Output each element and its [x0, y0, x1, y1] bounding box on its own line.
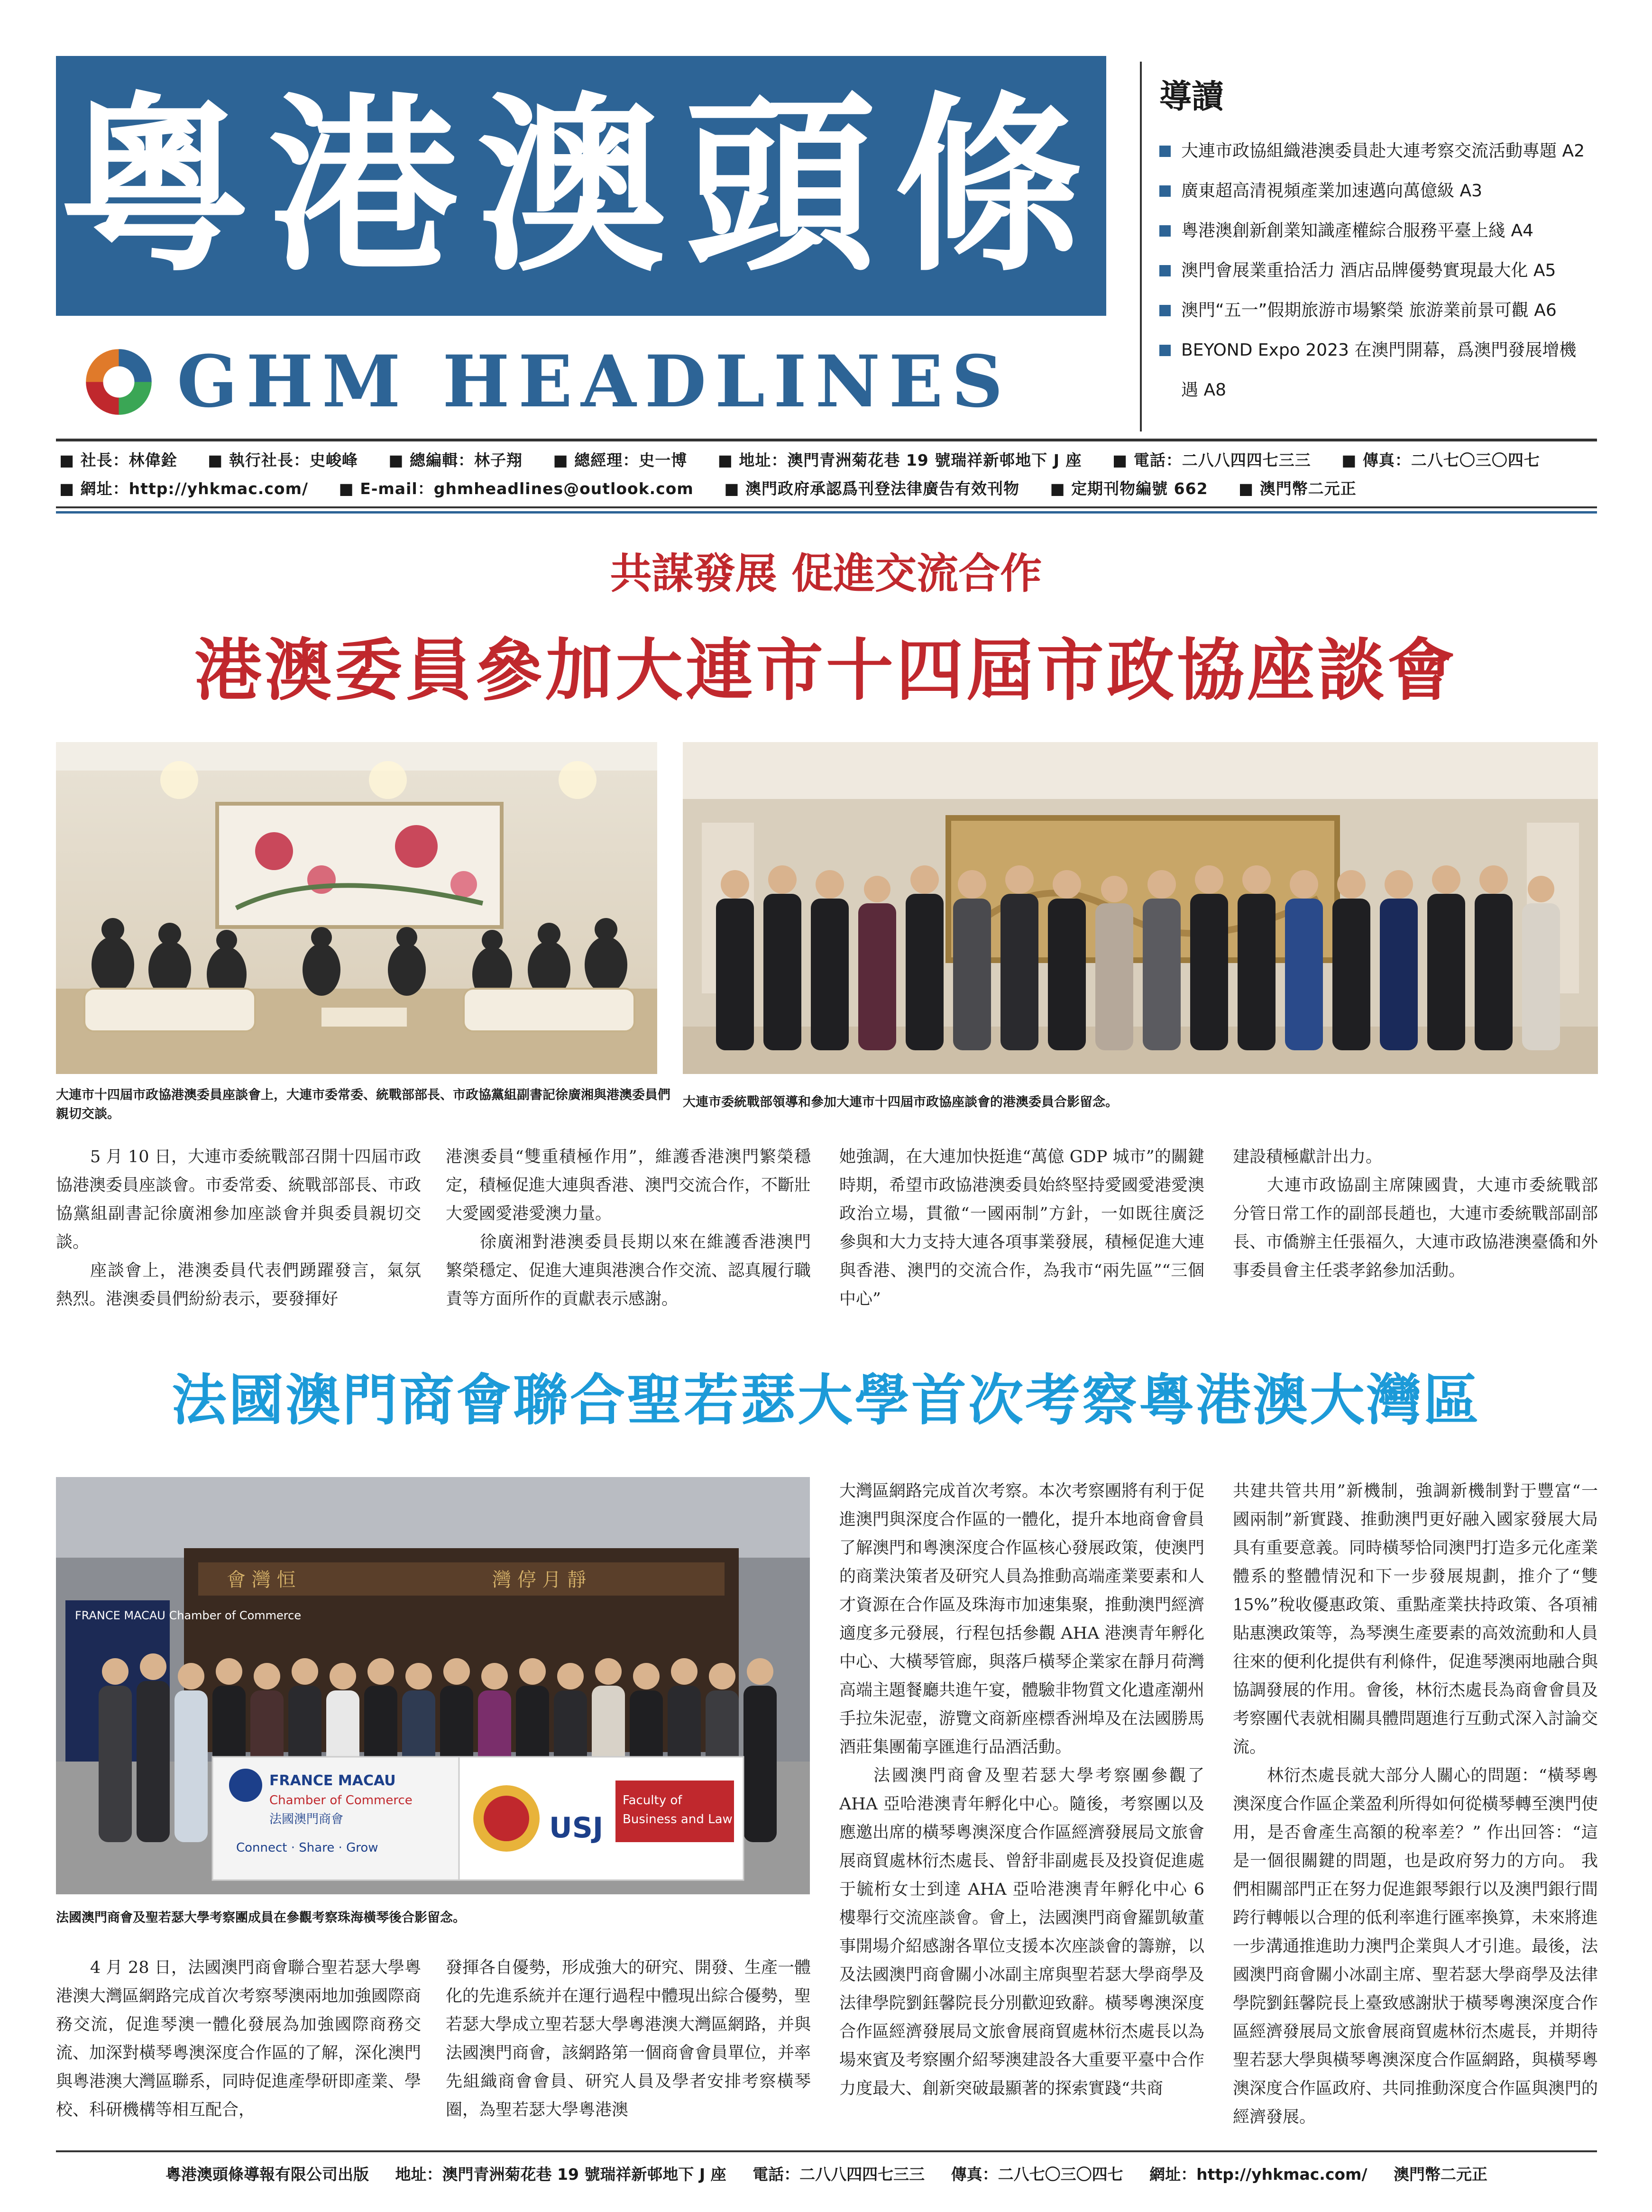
story2-photo-caption: 法國澳門商會及聖若瑟大學考察團成員在參觀考察珠海橫琴後合影留念。	[56, 1910, 466, 1925]
info-editor-in-chief: ■ 總編輯：林子翔	[388, 451, 523, 469]
square-bullet-icon	[1159, 225, 1171, 237]
story2-column-2	[446, 1954, 811, 2143]
square-bullet-icon	[1159, 265, 1171, 276]
toc-item[interactable]	[1159, 171, 1615, 211]
footer	[56, 2162, 1597, 2184]
paragraph: 法國澳門商會及聖若瑟大學考察團參觀了 AHA 亞哈港澳青年孵化中心。隨後，考察團以及應邀出席的橫琴粵澳深度合作區經濟發展局文旅會展商貿處林衍杰處長、曾舒非副處長及投資促進處于毓桁女士到達 AHA 亞哈港澳青年孵化中心 6 樓舉行交流座談會。會上，法國澳門商會羅凱敏董事開場介紹感謝各單位支援本次座談會的籌辦，以及法國澳門商會關小冰副主席與聖若瑟大學商學及法律學院劉鈺馨院長分別歡迎致辭。橫琴粵澳深度合作區經濟發展局文旅會展商貿處林衍杰處長以為場來賓及考察團介紹琴澳建設各大重要平臺中合作力度最大、創新突破最顯著的探索實踐“共商	[839, 1766, 1204, 2098]
sign-france-macau: FRANCE MACAU Chamber of Commerce	[75, 1609, 302, 1622]
story1-kicker: 共謀發展 促進交流合作	[610, 549, 1042, 598]
toc-item-text: BEYOND Expo 2023 在澳門開幕，爲澳門發展增機遇	[1181, 340, 1577, 400]
toc-item-page: A4	[1511, 221, 1533, 240]
footer-phone: 電話：二八八四四七三三	[753, 2165, 925, 2184]
info-fax: ■ 傳真：二八七〇三〇四七	[1341, 451, 1540, 469]
footer-price: 澳門幣二元正	[1394, 2165, 1487, 2184]
info-email[interactable]: ■ E-mail：ghmheadlines@outlook.com	[339, 479, 694, 498]
story1-column-3	[839, 1143, 1204, 1342]
toc-item[interactable]	[1159, 330, 1615, 410]
story2-column-3	[839, 1477, 1204, 2141]
info-line-2	[59, 477, 1381, 499]
info-general-manager: ■ 總經理：史一博	[553, 451, 688, 469]
info-exec-publisher: ■ 執行社長：史峻峰	[208, 451, 358, 469]
square-bullet-icon	[1159, 305, 1171, 316]
story2-photo-delegation	[56, 1477, 810, 1894]
paragraph: 座談會上，港澳委員代表們踴躍發言，氣氛熱烈。港澳委員們紛紛表示，要發揮好	[56, 1261, 421, 1309]
meeting-room-image	[56, 742, 657, 1074]
info-line-1	[59, 448, 1565, 470]
footer-publisher: 粵港澳頭條導報有限公司出版	[165, 2165, 369, 2184]
banner-tagline: Connect · Share · Grow	[236, 1841, 378, 1855]
banner-usj: USJ	[549, 1811, 604, 1845]
toc-item-text: 澳門會展業重拾活力 酒店品牌優勢實現最大化	[1181, 261, 1528, 280]
masthead-en	[80, 332, 1113, 431]
toc-item-page: A6	[1534, 301, 1557, 320]
footer-fax: 傳真：二八七〇三〇四七	[951, 2165, 1123, 2184]
group-photo-image	[683, 742, 1598, 1074]
toc-item[interactable]	[1159, 131, 1615, 171]
toc-item[interactable]	[1159, 251, 1615, 291]
toc-item-page: A5	[1533, 261, 1556, 280]
story1-column-4	[1233, 1143, 1598, 1342]
story1-column-2	[446, 1143, 811, 1342]
info-address: ■ 地址：澳門青洲菊花巷 19 號瑞祥新邨地下 J 座	[717, 451, 1082, 469]
svg-text:Faculty of: Faculty of	[623, 1793, 682, 1808]
toc-item[interactable]	[1159, 211, 1615, 251]
toc-item-text: 粵港澳創新創業知識產權綜合服務平臺上綫	[1181, 221, 1506, 240]
info-publisher: ■ 社長：林偉銓	[59, 451, 177, 469]
svg-text:Business and Law: Business and Law	[623, 1812, 733, 1827]
delegation-photo-image	[56, 1477, 810, 1894]
info-registration: ■ 定期刊物編號 662	[1050, 479, 1208, 498]
paragraph: 共建共管共用”新機制，強調新機制對于豐富“一國兩制”新實踐、推動澳門更好融入國家發展大局具有重要意義。同時橫琴恰同澳門打造多元化產業體系的整體情況和下一步發展規劃，推介了“雙 15%”稅收優惠政策、重點產業扶持政策、各項補貼惠澳政策等，為琴澳生產要素的高效流動和人員往來的便利化提供有利條件，促進琴澳兩地融合與協調發展的作用。會後，林衍杰處長為商會會員及考察團代表就相關具體問題進行互動式深入討論交流。	[1233, 1482, 1598, 1757]
info-website[interactable]: ■ 網址：http://yhkmac.com/	[59, 479, 309, 498]
toc-item[interactable]	[1159, 291, 1615, 330]
story1-photo2-caption: 大連市委統戰部領導和參加大連市十四屆市政協座談會的港澳委員合影留念。	[683, 1095, 1118, 1110]
footer-rule	[56, 2150, 1597, 2152]
toc-item-page: A2	[1562, 141, 1585, 161]
paragraph: 大連市政協副主席陳國貴，大連市委統戰部分管日常工作的副部長趙也，大連市委統戰部副部長、市僑辦主任張福久，大連市政協港澳臺僑和外事委員會主任裘孝銘參加活動。	[1233, 1176, 1598, 1280]
masthead-title-en: GHM HEADLINES	[177, 340, 1012, 423]
story2-column-4	[1233, 1477, 1598, 2141]
info-legal-notice: ■ 澳門政府承認爲刊登法律廣告有效刊物	[724, 479, 1019, 498]
footer-address: 地址：澳門青洲菊花巷 19 號瑞祥新邨地下 J 座	[395, 2165, 726, 2184]
toc-divider	[1140, 62, 1142, 431]
toc-heading: 導讀	[1159, 78, 1224, 116]
svg-text:Chamber of Commerce: Chamber of Commerce	[269, 1793, 413, 1808]
story2-column-1	[56, 1954, 421, 2143]
table-of-contents	[1159, 71, 1615, 410]
paragraph: 徐廣湘對港澳委員長期以來在維護香港澳門繁榮穩定、促進大連與港澳合作交流、認真履行職責等方面所作的貢獻表示感謝。	[446, 1233, 811, 1309]
paragraph: 發揮各自優勢，形成強大的研究、開發、生產一體化的先進系統并在運行過程中體現出綜合優勢，聖若瑟大學成立聖若瑟大學粵港澳大灣區網路，并與法國澳門商會，該網路第一個商會會員單位，并率先組織商會會員、研究人員及學者安排考察橫琴圈，為聖若瑟大學粵港澳	[446, 1958, 811, 2120]
paragraph: 5 月 10 日，大連市委統戰部召開十四屆市政協港澳委員座談會。市委常委、統戰部部長、市政協黨組副書記徐廣湘參加座談會并與委員親切交談。	[56, 1147, 421, 1252]
paragraph: 港澳委員“雙重積極作用”，維護香港澳門繁榮穩定，積極促進大連與香港、澳門交流合作，不斷壯大愛國愛港愛澳力量。	[446, 1147, 811, 1223]
info-phone: ■ 電話：二八八四四七三三	[1112, 451, 1311, 469]
svg-text:FRANCE MACAU: FRANCE MACAU	[269, 1772, 396, 1789]
toc-item-text: 澳門“五一”假期旅游市場繁榮 旅游業前景可觀	[1181, 301, 1529, 320]
ghm-logo-icon	[80, 343, 158, 421]
story2-headline: 法國澳門商會聯合聖若瑟大學首次考察粵港澳大灣區	[172, 1368, 1480, 1432]
square-bullet-icon	[1159, 146, 1171, 157]
toc-item-text: 廣東超高清視頻產業加速邁向萬億級	[1181, 181, 1455, 201]
toc-item-page: A3	[1459, 181, 1482, 201]
paragraph: 她強調，在大連加快挺進“萬億 GDP 城市”的關鍵時期，希望市政協港澳委員始終堅持愛國愛港愛澳政治立場，貫徹“一國兩制”方針，一如既往廣泛參與和大力支持大連各項事業發展，積極促進大連與香港、澳門的交流合作，為我市“兩先區”“三個中心”	[839, 1147, 1204, 1309]
info-price: ■ 澳門幣二元正	[1239, 479, 1357, 498]
info-blue-rule	[56, 511, 1597, 514]
paragraph: 4 月 28 日，法國澳門商會聯合聖若瑟大學粵港澳大灣區網路完成首次考察琴澳兩地加強國際商務交流，促進琴澳一體化發展為加強國際商務交流、加深對橫琴粵澳深度合作區的了解，深化澳門與粵港澳大灣區聯系，同時促進產學研即產業、學校、科研機構等相互配合，	[56, 1958, 421, 2120]
info-top-rule	[56, 439, 1597, 441]
paragraph: 大灣區網路完成首次考察。本次考察團將有利于促進澳門與深度合作區的一體化，提升本地商會會員了解澳門和粵澳深度合作區核心發展政策，使澳門的商業決策者及研究人員為推動高端產業要素和人才資源在合作區及珠海市加速集聚，推動澳門經濟適度多元發展，行程包括參觀 AHA 港澳青年孵化中心、大橫琴管廊，與落戶橫琴企業家在靜月荷灣高端主題餐廳共進午宴，體驗非物質文化遺產潮州手拉朱泥壺，游覽文商新座標香洲埠及在法國勝馬酒莊集團葡享匯進行品酒活動。	[839, 1482, 1204, 1757]
info-bottom-rule	[56, 506, 1597, 508]
toc-item-text: 大連市政協組織港澳委員赴大連考察交流活動專題	[1181, 141, 1557, 161]
story1-photo-group	[683, 742, 1598, 1074]
square-bullet-icon	[1159, 345, 1171, 356]
masthead-title-zh: 粵港澳頭條	[56, 56, 1106, 316]
svg-text:會 灣 恒: 會 灣 恒	[227, 1569, 296, 1591]
story1-photo-meeting	[56, 742, 657, 1074]
paragraph: 林衍杰處長就大部分人關心的問題：“橫琴粵澳深度合作區企業盈利所得如何從橫琴轉至澳門使用，是否會產生高額的稅率差？” 作出回答：“這是一個很關鍵的問題，也是政府努力的方向。 我們相關部門正在努力促進銀琴銀行以及澳門銀行間跨行轉帳以合理的低利率進行匯率換算，未來將進一步溝通推進助力澳門企業與人才引進。最後，法國澳門商會關小冰副主席、聖若瑟大學商學及法律學院劉鈺馨院長上臺致感謝狀于橫琴粵澳深度合作區經濟發展局文旅會展商貿處林衍杰處長，并期待聖若瑟大學與橫琴粵澳深度合作區網路，與橫琴粵澳深度合作區政府、共同推動深度合作區與澳門的經濟發展。	[1233, 1766, 1598, 2127]
banner-zh-label: 法國澳門商會	[269, 1812, 344, 1827]
story1-photo1-caption: 大連市十四屆市政協港澳委員座談會上，大連市委常委、統戰部部長、市政協黨組副書記徐廣湘與港澳委員們親切交談。	[56, 1088, 670, 1121]
square-bullet-icon	[1159, 185, 1171, 197]
story1-headline: 港澳委員參加大連市十四屆市政協座談會	[194, 632, 1458, 710]
svg-text:灣 停 月 靜: 灣 停 月 靜	[492, 1569, 587, 1591]
story1-column-1	[56, 1143, 421, 1342]
toc-item-page: A8	[1203, 380, 1226, 400]
footer-website[interactable]: 網址：http://yhkmac.com/	[1149, 2165, 1367, 2184]
paragraph: 建設積極獻計出力。	[1233, 1147, 1383, 1166]
